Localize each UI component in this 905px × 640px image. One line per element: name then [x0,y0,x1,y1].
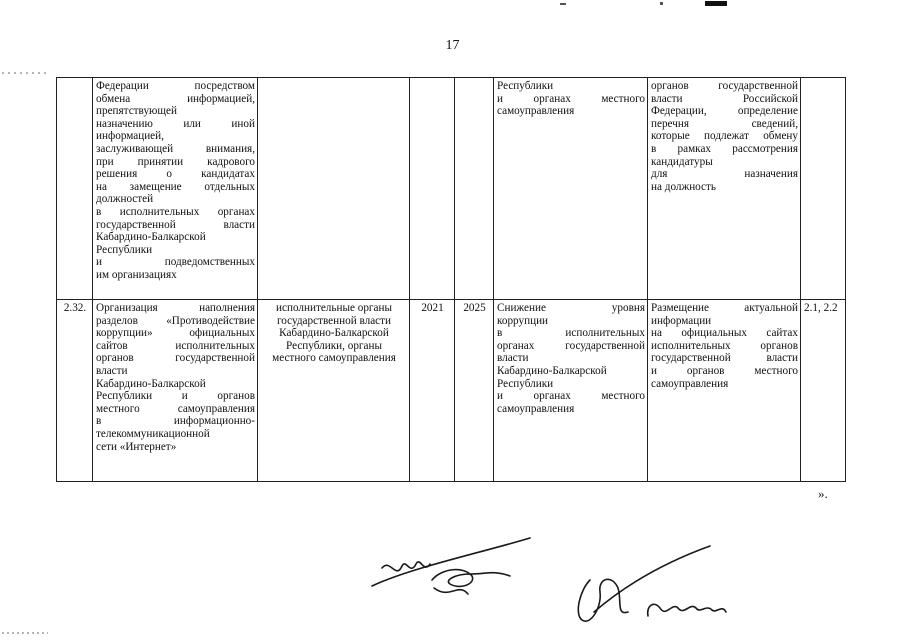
cell-text-line: Республики и органов [96,390,255,403]
signature-stroke [434,588,468,594]
cell-text-line: Республики [497,377,554,390]
cell-text-line: обмена информацией, [96,92,255,105]
cell-text-line: Республики [497,80,554,92]
cell-text-line: самоуправления [497,105,575,118]
cell-text-line: сети «Интернет» [96,440,177,453]
cell-text-line: которые подлежат обмену [651,130,798,143]
cell-text-line: на замещение отдельных [96,180,255,193]
cell-text-line: сайтов исполнительных [96,339,255,352]
cell-text-line: государственной власти [96,218,255,231]
reference-cell [801,78,846,300]
executors-cell [258,300,410,482]
signature-stroke [432,570,510,587]
page-number: 17 [445,38,460,53]
cell-text-line: местного самоуправления [96,402,255,415]
cell-text-line: Размещение актуальной [651,302,798,314]
cell-text-line: в исполнительных органах [96,205,255,218]
cell-text-line: Федерации посредством [96,80,255,92]
cell-text-line: должностей [96,193,154,206]
cell-text-line: в исполнительных [497,327,645,340]
cell-text-line: назначению или иной [96,117,255,130]
cell-text-line: телекоммуникационной [96,427,210,440]
signature-stroke [578,579,628,621]
scan-artifact-left [0,70,50,76]
cell-text-line: Организация наполнения [96,302,255,314]
year-start: 2021 [410,300,455,482]
cell-text-line: местного самоуправления [272,352,396,365]
scan-artifact-top [550,0,730,8]
cell-text-line: для назначения [651,168,798,181]
cell-text-line: им организациях [96,268,177,281]
cell-text-line: Кабардино-Балкарской [96,377,206,390]
cell-text-line: Кабардино-Балкарской [279,327,389,340]
cell-text-line: решения о кандидатах [96,168,255,181]
cell-text-line: и подведомственных [96,256,255,269]
table-row [57,78,846,300]
year-start [410,78,455,300]
cell-text-line: Снижение уровня [497,302,645,314]
cell-text-line: и органах местного [497,92,645,105]
cell-text-line: коррупции [497,314,549,327]
executors-cell [258,78,410,300]
signature-stroke [648,604,726,616]
cell-text-line: заслуживающей внимания, [96,142,255,155]
cell-text-line: информации [651,314,712,327]
activity-cell [93,78,258,300]
row-number: 2.32. [57,300,93,482]
cell-text-line: органах государственной [497,339,645,352]
cell-text-line: разделов «Противодействие [96,314,255,327]
cell-text-line: на должность [651,180,717,193]
cell-text-line: Кабардино-Балкарской [96,231,206,244]
cell-text-line: информацией, [96,130,164,143]
cell-text-line: органов государственной [96,352,255,365]
cell-text-line: исполнительных органов [651,339,798,352]
handwritten-signatures [360,528,760,638]
cell-text-line: государственной власти [276,314,392,327]
cell-text-line: в рамках рассмотрения [651,142,798,155]
cell-text-line: власти [497,352,529,365]
signature-stroke [382,562,430,571]
table-row [57,300,846,482]
cell-text-line: органов государственной [651,80,798,92]
cell-text-line: в информационно- [96,415,255,428]
cell-text-line: и органах местного [497,390,645,403]
cell-text-line: власти Российской [651,92,798,105]
cell-text-line: коррупции» официальных [96,327,255,340]
activity-cell [93,300,258,482]
cell-text-line: при принятии кадрового [96,155,255,168]
cell-text-line: и органов местного [651,364,798,377]
row-number [57,78,93,300]
cell-text-line: самоуправления [497,402,575,415]
cell-text-line: кандидатуры [651,155,713,168]
cell-text-line: Республики, органы [286,339,382,352]
cell-text-line: исполнительные органы [276,302,392,314]
year-end [455,78,494,300]
cell-text-line: на официальных сайтах [651,327,798,340]
cell-text-line: власти [96,364,128,377]
indicator-cell [648,300,801,482]
reference-cell: 2.1, 2.2 [801,300,846,482]
indicator-cell [648,78,801,300]
scan-artifact-bottom [0,630,50,636]
cell-text-line: препятствующей [96,105,177,118]
measures-table [56,77,846,482]
cell-text-line: Республики [96,243,153,256]
cell-text-line: самоуправления [651,377,729,390]
cell-text-line: Кабардино-Балкарской [497,364,607,377]
expected-result-cell [494,78,648,300]
closing-quote: ». [818,486,828,501]
year-end: 2025 [455,300,494,482]
cell-text-line: Федерации, определение [651,105,798,118]
cell-text-line: государственной власти [651,352,798,365]
signature-stroke [594,546,710,612]
cell-text-line: перечня сведений, [651,117,798,130]
expected-result-cell [494,300,648,482]
